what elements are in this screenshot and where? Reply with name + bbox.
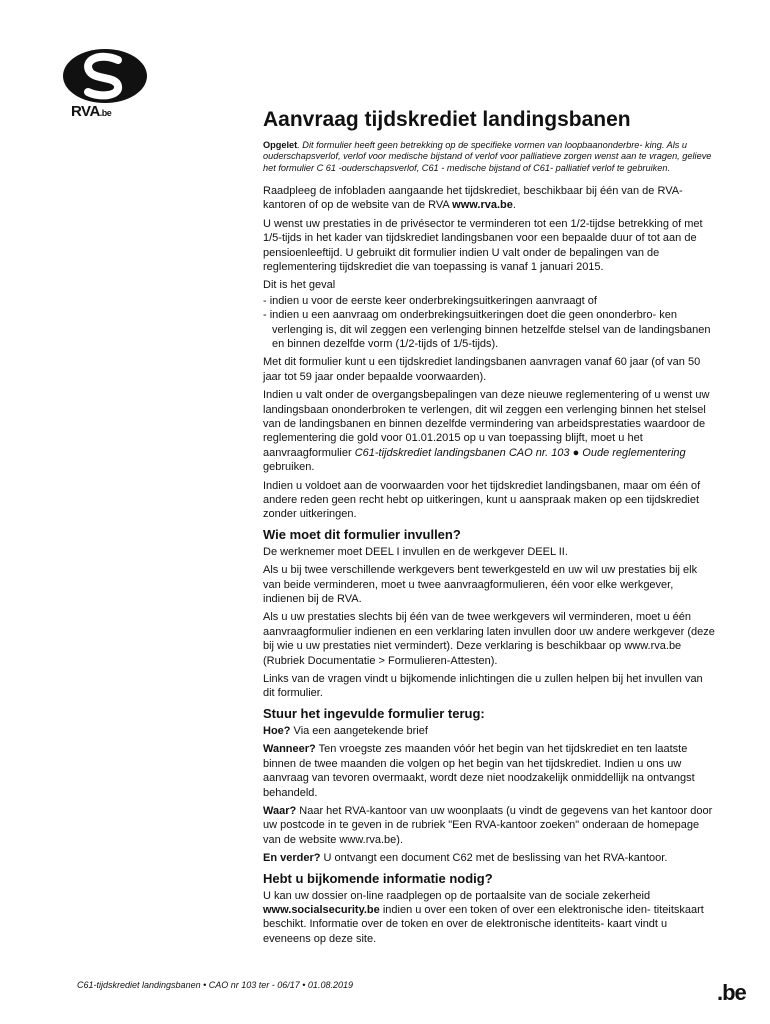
logo-wordmark: RVA.be: [71, 103, 112, 120]
section-heading-who: Wie moet dit formulier invullen?: [263, 526, 461, 542]
who-paragraph-1: De werknemer moet DEEL I invullen en de werkgever DEEL II.: [263, 545, 568, 558]
rva-logo-icon: [60, 48, 150, 108]
intro-paragraph-2: U wenst uw prestaties in de privésector te verminderen tot een 1/2-tijdse betrekking of met 1/5-tijds in het kader van tijdskrediet landingsbanen voor een bepaalde duur of tot aan de pensioenleeftijd. U gebruikt dit formulier indien U valt onder de bepalingen van de reglementering tijdskrediet die van toepassing is vanaf 1 januari 2015.: [263, 217, 703, 273]
who-paragraph-4: Links van de vragen vindt u bijkomende inlichtingen die u zullen helpen bij het invullen van dit formulier.: [263, 673, 703, 700]
rva-website-link: www.rva.be: [452, 199, 513, 212]
document-body: [263, 140, 715, 950]
who-paragraph-3: Als u uw prestaties slechts bij één van de twee werkgevers wil verminderen, moet u één aanvraagformulier indienen en een verklaring laten invullen door uw andere werkgever (deze bij wie u uw prestaties niet vermindert). Deze verklaring is beschikbaar op www.rva.be (Rubriek Documentatie > Formulieren-Attesten).: [263, 611, 715, 667]
return-when: Wanneer? Ten vroegste zes maanden vóór het begin van het tijdskrediet en ten laatste binnen de twee maanden die volgen op het begin van het tijdskrediet. Indien u ons uw aanvraag van tevoren overmaakt, wordt deze niet noodzakelijk onmiddellijk na ontvangst behandeld.: [263, 743, 695, 799]
warning-note: Opgelet. Dit formulier heeft geen betrekking op de specifieke vormen van loopbaanonderbre- king. Als u ouderschapsverlof, verlof voor medische bijstand of verlof voor palliatieve zorgen wenst aan te vragen, gelieve het formulier C 61 -ouderschapsverlof, C61 - medische bijstand of C61- palliatief verlof te gebruiken.: [263, 140, 712, 173]
warning-label: Opgelet: [263, 140, 298, 150]
info-paragraph: U kan uw dossier on-line raadplegen op de portaalsite van de sociale zekerheid www.socialsecurity.be indien u over een token of over een elektronische iden- titeitskaart beschikt. Informatie over de token en over de elektronische identiteits- kaart vindt u eveneens op deze site.: [263, 889, 704, 945]
footer-brand: .be: [717, 980, 746, 1005]
section-heading-info: Hebt u bijkomende informatie nodig?: [263, 870, 493, 886]
footer-code: C61-tijdskrediet landingsbanen • CAO nr 103 ter - 06/17 • 01.08.2019: [77, 980, 353, 990]
intro-paragraph-5: Indien u valt onder de overgangsbepalingen van deze nieuwe reglementering of u wenst uw landingsbaan ononderbroken te verlengen, dit wil zeggen een verlenging binnen het stelsel van de landingsbanen en binnen dezelfde vermindering van arbeidsprestaties waardoor de reglementering die gold voor 01.01.2015 op u van toepassing blijft, moet u het aanvraagformulier C61-tijdskrediet landingsbanen CAO nr. 103 ● Oude reglementering gebruiken.: [263, 389, 710, 474]
return-further: En verder? U ontvangt een document C62 met de beslissing van het RVA-kantoor.: [263, 852, 668, 865]
page-title: Aanvraag tijdskrediet landingsbanen: [263, 108, 631, 131]
intro-paragraph-1: Raadpleeg de infobladen aangaande het tijdskrediet, beschikbaar bij één van de RVA-kantoren of op de website van de RVA www.rva.be.: [263, 184, 683, 212]
section-heading-return: Stuur het ingevulde formulier terug:: [263, 705, 485, 721]
list-item: - indien u voor de eerste keer onderbrekingsuitkeringen aanvraagt of: [263, 294, 597, 307]
intro-paragraph-3: Dit is het geval: [263, 279, 336, 292]
return-how: Hoe? Via een aangetekende brief: [263, 724, 428, 737]
conditions-list: [263, 294, 715, 352]
who-paragraph-2: Als u bij twee verschillende werkgevers bent tewerkgesteld en uw wil uw prestaties bij elk van beide verminderen, moet u twee aanvraagformulieren, één voor elke werkgever, indienen bij de RVA.: [263, 564, 698, 606]
return-where: Waar? Naar het RVA-kantoor van uw woonplaats (u vindt de gegevens van het kantoor door uw postcode in te geven in de rubriek "Een RVA-kantoor zoeken" onderaan de homepage van de website www.rva.be).: [263, 804, 713, 846]
list-item: - indien u een aanvraag om onderbrekingsuitkeringen doet die geen ononderbro- ken verlenging is, dit wil zeggen een verlenging binnen hetzelfde stelsel van de landingsbanen en binnen dezelfde vorm (1/2-tijds of 1/5-tijds).: [263, 309, 711, 350]
intro-paragraph-6: Indien u voldoet aan de voorwaarden voor het tijdskrediet landingsbanen, maar om één of andere reden geen recht hebt op uitkeringen, kunt u aanspraak maken op een tijdskrediet zonder uitkeringen.: [263, 479, 701, 521]
socialsecurity-link: www.socialsecurity.be: [263, 903, 380, 916]
rva-logo: [60, 48, 150, 126]
intro-paragraph-4: Met dit formulier kunt u een tijdskrediet landingsbanen aanvragen vanaf 60 jaar (of van 50 jaar tot 59 jaar onder bepaalde voorwaarden).: [263, 356, 701, 383]
